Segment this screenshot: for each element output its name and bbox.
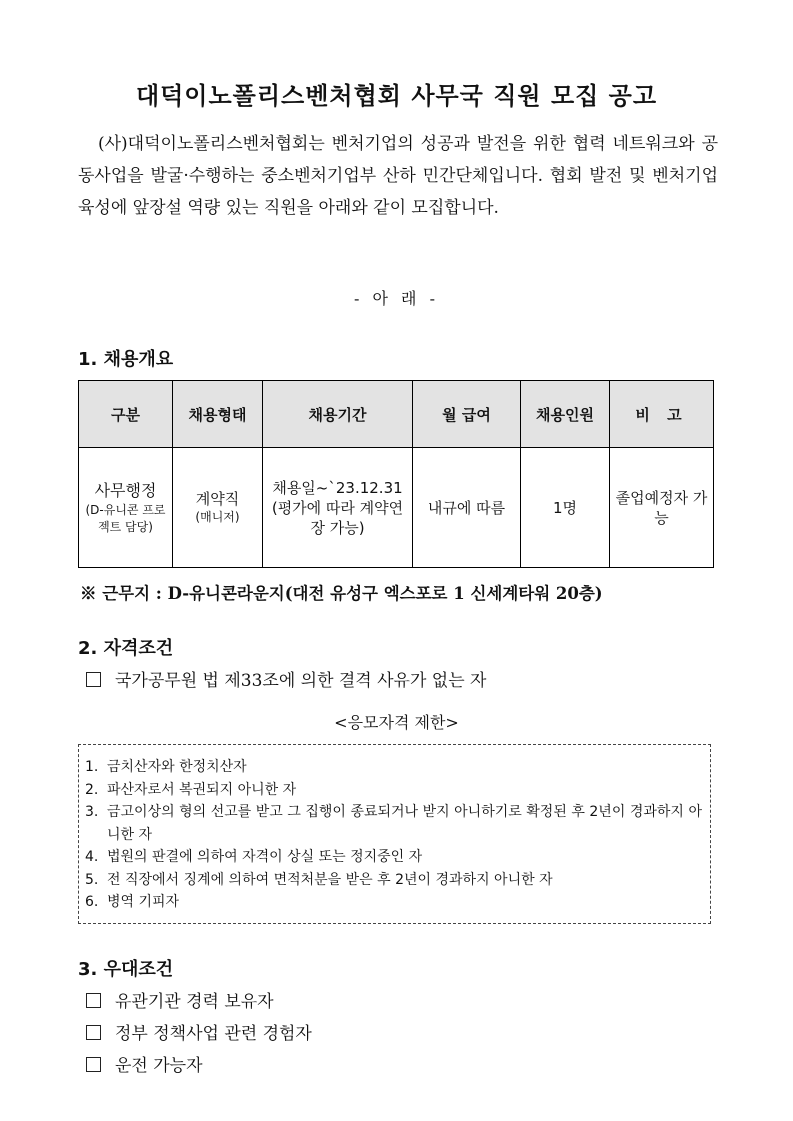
header-type: 채용형태	[173, 381, 263, 448]
item-text: 병역 기피자	[107, 894, 180, 910]
item-number: 5.	[85, 871, 99, 888]
checkbox-icon	[86, 672, 101, 687]
division-main: 사무행정	[94, 480, 157, 500]
item-text: 파산자로서 복권되지 아니한 자	[107, 781, 297, 798]
item-text: 법원의 판결에 의하여 자격이 상실 또는 정지중인 자	[107, 849, 423, 865]
header-remark: 비 고	[610, 381, 714, 448]
cell-salary: 내규에 따름	[413, 448, 521, 568]
item-number: 6.	[85, 894, 99, 910]
list-item	[85, 756, 702, 779]
item-number: 1.	[85, 759, 99, 775]
qualification-text: 국가공무원 법 제33조에 의한 결격 사유가 없는 자	[115, 671, 487, 691]
preference-item	[86, 1019, 312, 1044]
section2-heading: 2. 자격조건	[78, 638, 174, 659]
list-item	[85, 801, 702, 846]
workplace-note: ※ 근무지 : D-유니콘라운지(대전 유성구 엑스포로 1 신세계타워 20층)	[80, 584, 603, 603]
cell-type	[173, 448, 263, 568]
type-sub: (매니저)	[195, 510, 240, 524]
item-number: 3.	[85, 804, 99, 820]
item-number: 4.	[85, 849, 99, 865]
list-item	[85, 869, 702, 892]
table-header-row	[79, 381, 714, 448]
preference-item	[86, 987, 274, 1012]
header-period: 채용기간	[263, 381, 413, 448]
table-row	[79, 448, 714, 568]
section1-heading: 1. 채용개요	[78, 349, 174, 370]
restriction-title: <응모자격 제한>	[334, 713, 459, 732]
qualification-item	[86, 666, 486, 691]
item-text: 전 직장에서 징계에 의하여 면적처분을 받은 후 2년이 경과하지 아니한 자	[107, 871, 553, 888]
recruitment-table	[78, 380, 714, 568]
list-item	[85, 779, 702, 802]
division-sub: (D-유니콘 프로젝트 담당)	[85, 502, 166, 534]
preference-text: 정부 정책사업 관련 경험자	[115, 1024, 312, 1044]
section3-heading: 3. 우대조건	[78, 959, 174, 980]
intro-paragraph: (사)대덕이노폴리스벤처협회는 벤처기업의 성공과 발전을 위한 협력 네트워크와 공동사업을 발굴·수행하는 중소벤처기업부 산하 민간단체입니다. 협회 발전 및 벤처기업 육성에 앞장설 역량 있는 직원을 아래와 같이 모집합니다.	[78, 134, 718, 218]
preference-text: 운전 가능자	[115, 1056, 203, 1076]
restriction-box	[78, 744, 711, 924]
item-text: 금치산자와 한정치산자	[107, 759, 247, 775]
cell-period: 채용일~`23.12.31 (평가에 따라 계약연장 가능)	[263, 448, 413, 568]
checkbox-icon	[86, 1025, 101, 1040]
type-main: 계약직	[195, 490, 240, 508]
cell-remark: 졸업예정자 가능	[610, 448, 714, 568]
header-count: 채용인원	[521, 381, 610, 448]
preference-text: 유관기관 경력 보유자	[115, 992, 274, 1012]
cell-count: 1명	[521, 448, 610, 568]
list-item	[85, 891, 702, 914]
page-title: 대덕이노폴리스벤처협회 사무국 직원 모집 공고	[135, 82, 658, 110]
header-division: 구분	[79, 381, 173, 448]
below-label: - 아 래 -	[354, 289, 439, 308]
header-salary: 월 급여	[413, 381, 521, 448]
item-text: 금고이상의 형의 선고를 받고 그 집행이 종료되거나 받지 아니하기로 확정된 후 2년이 경과하지 아니한 자	[107, 804, 702, 843]
item-number: 2.	[85, 781, 99, 798]
list-item	[85, 846, 702, 869]
checkbox-icon	[86, 1057, 101, 1072]
checkbox-icon	[86, 993, 101, 1008]
cell-division	[79, 448, 173, 568]
preference-item	[86, 1051, 203, 1076]
